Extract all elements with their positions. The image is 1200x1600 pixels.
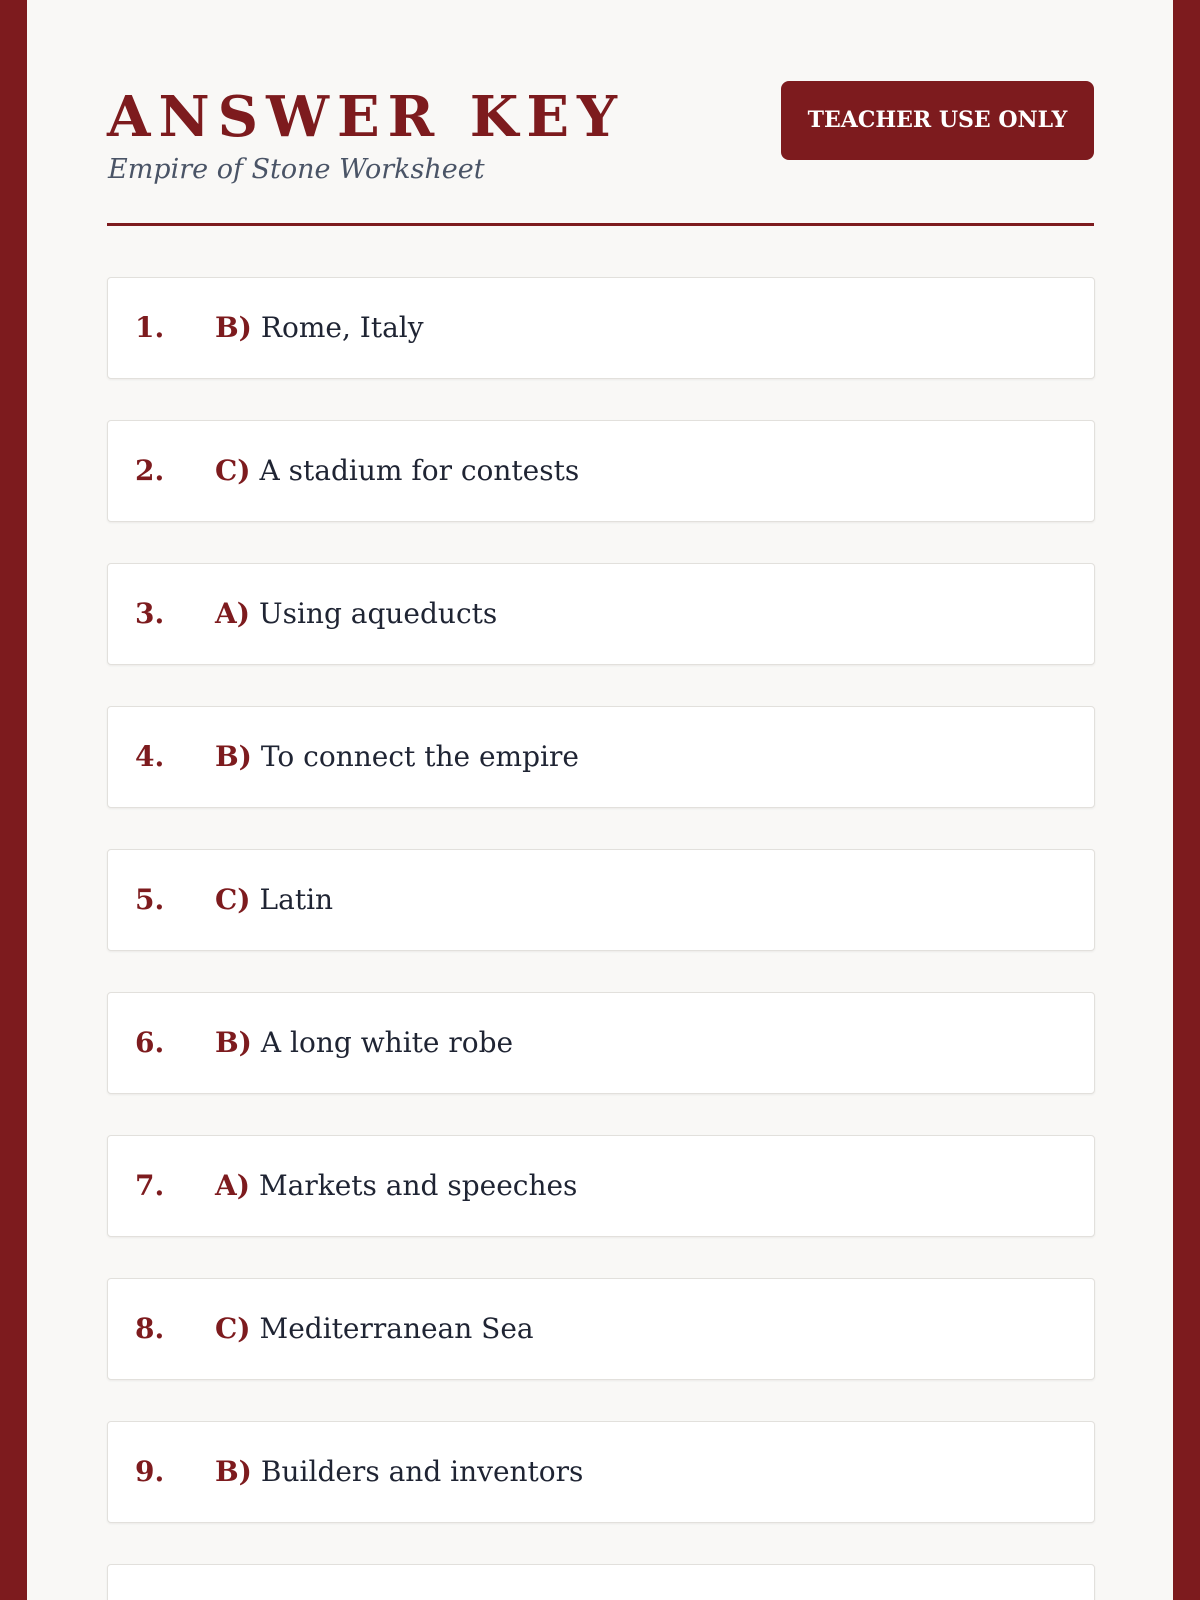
- answer-letter: B): [215, 1455, 252, 1488]
- question-number: 2.: [135, 454, 165, 487]
- answer-text: A long white robe: [260, 1026, 514, 1059]
- answer-text: To connect the empire: [260, 740, 579, 773]
- answer-row: [107, 849, 1095, 951]
- answer: [215, 1279, 534, 1379]
- question-number: 9.: [135, 1455, 165, 1488]
- teacher-use-only-badge: TEACHER USE ONLY: [781, 81, 1094, 160]
- answer: [215, 850, 333, 950]
- answer-letter: A): [215, 1169, 250, 1202]
- answer-row: [107, 563, 1095, 665]
- page-subtitle: Empire of Stone Worksheet: [108, 154, 485, 185]
- answer-text: Latin: [259, 883, 334, 916]
- answer-text: Markets and speeches: [258, 1169, 578, 1202]
- question-number: 8.: [135, 1312, 165, 1345]
- answer-letter: C): [215, 454, 251, 487]
- answer-row: [107, 420, 1095, 522]
- answer-letter: B): [215, 1026, 252, 1059]
- answer-text: Using aqueducts: [258, 597, 498, 630]
- question-number: 7.: [135, 1169, 165, 1202]
- answer: [215, 278, 424, 378]
- question-number: 4.: [135, 740, 165, 773]
- answer-letter: C): [215, 883, 251, 916]
- answer-text: Rome, Italy: [260, 311, 424, 344]
- answer: [215, 993, 513, 1093]
- question-number: 5.: [135, 883, 165, 916]
- answer-text: Builders and inventors: [260, 1455, 584, 1488]
- answer-text: A stadium for contests: [259, 454, 580, 487]
- answer-text: Mediterranean Sea: [259, 1312, 534, 1345]
- answer-row-partial: [107, 1564, 1095, 1600]
- answer-row: [107, 1278, 1095, 1380]
- answer: [215, 1136, 577, 1236]
- question-number: 6.: [135, 1026, 165, 1059]
- answer-row: [107, 706, 1095, 808]
- answer-letter: B): [215, 740, 252, 773]
- page-title: ANSWER KEY: [107, 84, 626, 150]
- answer: [215, 707, 579, 807]
- answer-letter: C): [215, 1312, 251, 1345]
- answer-row: [107, 1135, 1095, 1237]
- answer-letter: B): [215, 311, 252, 344]
- answer: [215, 564, 497, 664]
- answer-list: [107, 277, 1095, 1600]
- answer: [215, 1422, 583, 1522]
- page-header: [107, 80, 1094, 226]
- question-number: 3.: [135, 597, 165, 630]
- answer-row: [107, 992, 1095, 1094]
- question-number: 1.: [135, 311, 165, 344]
- worksheet-page: [27, 0, 1173, 1600]
- answer-row: [107, 1421, 1095, 1523]
- answer-letter: A): [215, 597, 250, 630]
- answer: [215, 421, 579, 521]
- answer-row: [107, 277, 1095, 379]
